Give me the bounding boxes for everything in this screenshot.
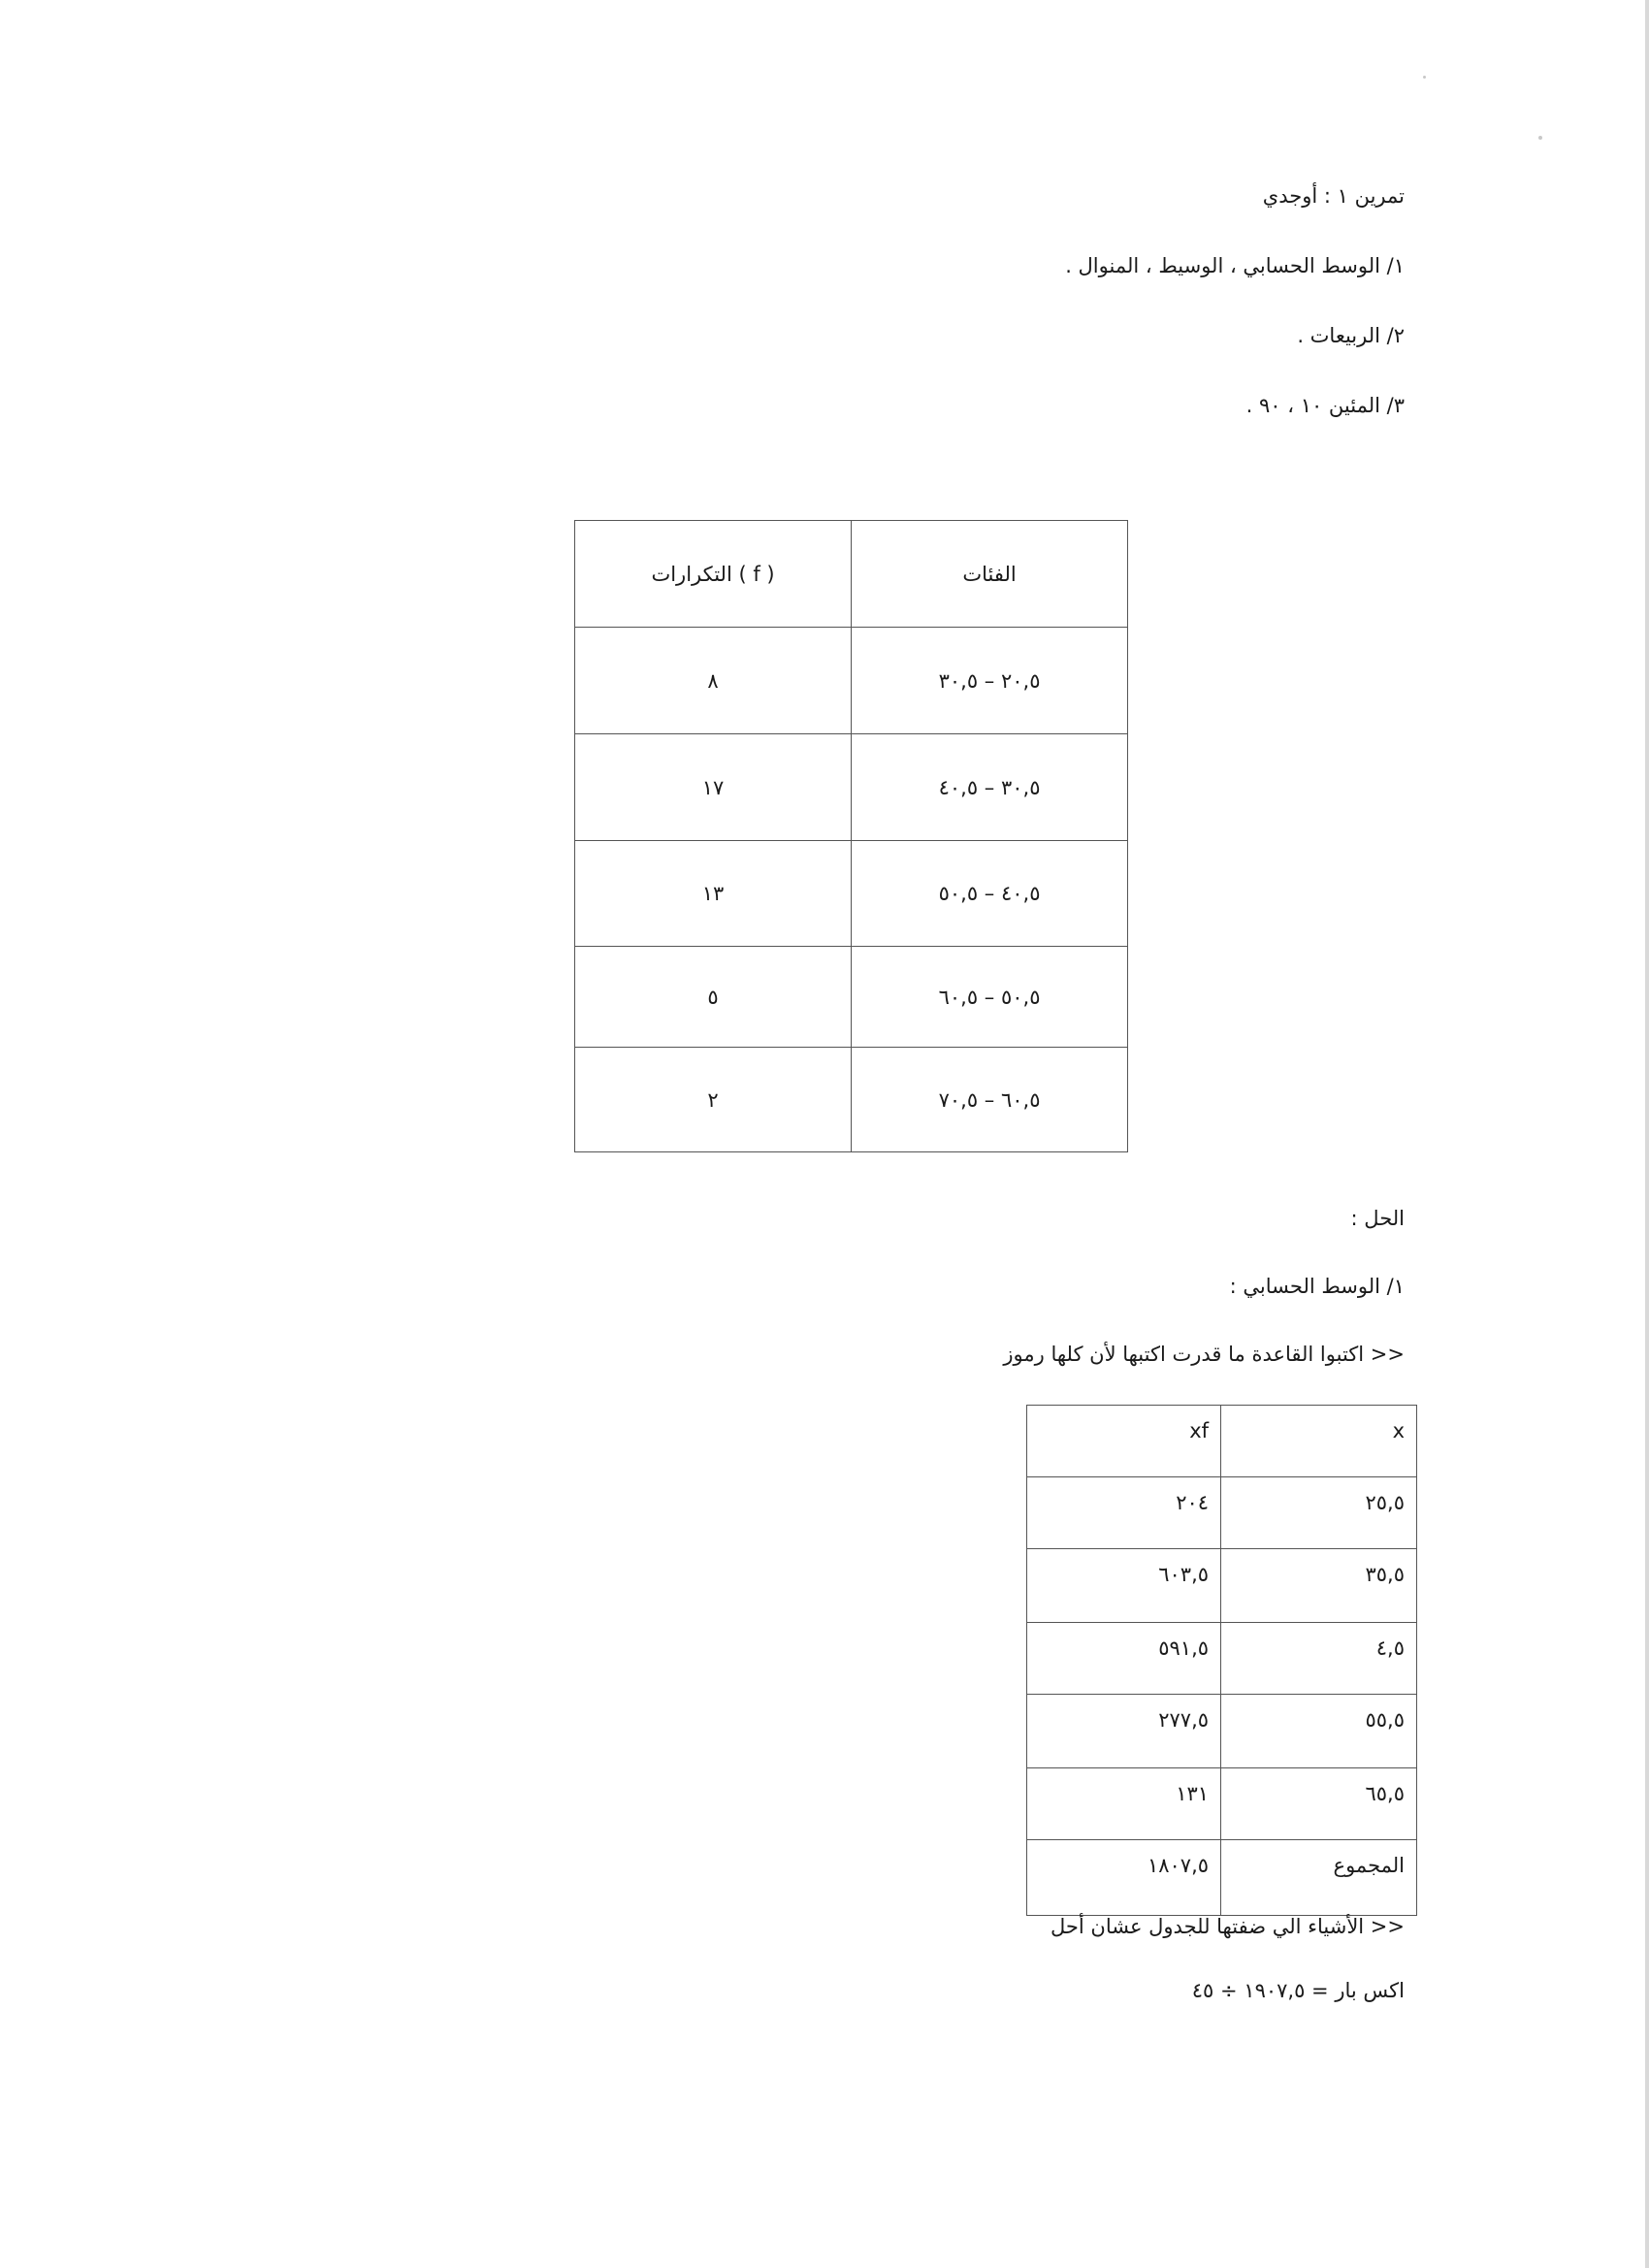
- frequency-cell: ٢: [575, 1048, 852, 1152]
- class-cell: ٢٠,٥ – ٣٠,٥: [852, 628, 1128, 734]
- table-header-row: [575, 521, 1128, 628]
- header-xf: xf: [1027, 1406, 1221, 1477]
- mean-formula: اكس بار = ١٩٠٧,٥ ÷ ٤٥: [1191, 1979, 1405, 2002]
- exercise-title: تمرين ١ : أوجدي: [1262, 184, 1405, 208]
- scan-speck: [1538, 136, 1542, 140]
- xf-cell: ٢٧٧,٥: [1027, 1695, 1221, 1768]
- table-row: [575, 734, 1128, 841]
- x-cell: ٤,٥: [1221, 1623, 1417, 1695]
- solution-subheading: ١/ الوسط الحسابي :: [1229, 1275, 1405, 1298]
- frequency-cell: ١٧: [575, 734, 852, 841]
- table-row: [575, 1048, 1128, 1152]
- table-row: [1027, 1623, 1417, 1695]
- x-cell: ٢٥,٥: [1221, 1477, 1417, 1549]
- scan-edge: [1645, 0, 1649, 2268]
- table-row: [1027, 1695, 1417, 1768]
- header-classes: الفئات: [852, 521, 1128, 628]
- frequency-cell: ٨: [575, 628, 852, 734]
- x-cell: ٣٥,٥: [1221, 1549, 1417, 1623]
- header-frequencies: ( f ) التكرارات: [575, 521, 852, 628]
- exercise-item-3: ٣/ المئين ١٠ ، ٩٠ .: [1245, 394, 1405, 417]
- solution-heading: الحل :: [1350, 1207, 1405, 1230]
- header-x: x: [1221, 1406, 1417, 1477]
- x-cell: ٥٥,٥: [1221, 1695, 1417, 1768]
- x-cell: ٦٥,٥: [1221, 1768, 1417, 1840]
- frequency-cell: ١٣: [575, 841, 852, 947]
- xf-cell: ٥٩١,٥: [1027, 1623, 1221, 1695]
- table-row: [1027, 1768, 1417, 1840]
- table-row: [1027, 1549, 1417, 1623]
- table-row: [575, 841, 1128, 947]
- class-cell: ٥٠,٥ – ٦٠,٥: [852, 947, 1128, 1048]
- table-total-row: [1027, 1840, 1417, 1916]
- xf-cell: ٢٠٤: [1027, 1477, 1221, 1549]
- table-row: [575, 628, 1128, 734]
- total-value-cell: ١٨٠٧,٥: [1027, 1840, 1221, 1916]
- exercise-item-2: ٢/ الربيعات .: [1297, 324, 1405, 347]
- frequency-table: [574, 520, 1128, 1152]
- mean-calculation-table: [1026, 1405, 1417, 1916]
- table-row: [575, 947, 1128, 1048]
- frequency-cell: ٥: [575, 947, 852, 1048]
- xf-cell: ١٣١: [1027, 1768, 1221, 1840]
- xf-cell: ٦٠٣,٥: [1027, 1549, 1221, 1623]
- scan-speck: [1423, 76, 1426, 79]
- exercise-item-1: ١/ الوسط الحسابي ، الوسيط ، المنوال .: [1065, 254, 1405, 277]
- footer-note: << الأشياء الي ضفتها للجدول عشان أحل: [1051, 1915, 1405, 1938]
- table-header-row: [1027, 1406, 1417, 1477]
- class-cell: ٤٠,٥ – ٥٠,٥: [852, 841, 1128, 947]
- table-row: [1027, 1477, 1417, 1549]
- solution-note: << اكتبوا القاعدة ما قدرت اكتبها لأن كلها رموز: [1003, 1343, 1405, 1366]
- class-cell: ٣٠,٥ – ٤٠,٥: [852, 734, 1128, 841]
- total-label-cell: المجموع: [1221, 1840, 1417, 1916]
- class-cell: ٦٠,٥ – ٧٠,٥: [852, 1048, 1128, 1152]
